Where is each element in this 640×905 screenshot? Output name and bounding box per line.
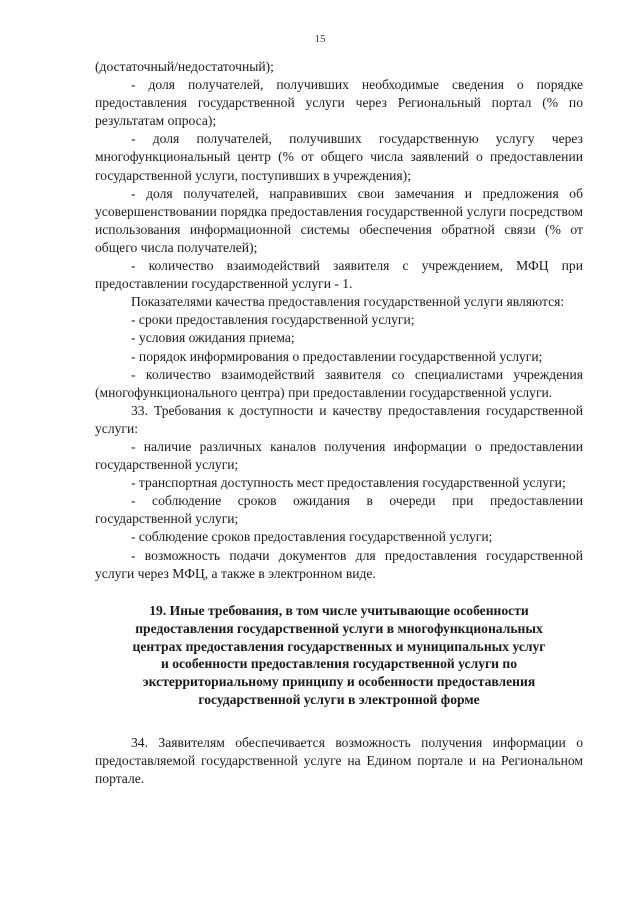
paragraph: - сроки предоставления государственной услуги; [131, 312, 415, 328]
paragraph: - количество взаимодействий заявителя со специалистами учреждения (многофункционального центра) при предоставлении государственной услуги. [95, 366, 583, 400]
section-heading-line: экстерриториальному принципу и особенности предоставления [142, 674, 536, 690]
paragraph: - соблюдение сроков предоставления государственной услуги; [131, 529, 493, 545]
paragraph: - транспортная доступность мест предоставления государственной услуги; [131, 475, 566, 491]
section-heading-line: предоставления государственной услуги в многофункциональных [135, 620, 543, 636]
section-heading-line: и особенности предоставления государственной услуги по [160, 656, 518, 672]
page-number: 15 [314, 33, 326, 45]
document-body [95, 58, 583, 788]
paragraph: 34. Заявителям обеспечивается возможность получения информации о предоставляемой государственной услуге на Едином портале и на Региональном портале. [95, 735, 583, 787]
paragraph: - наличие различных каналов получения информации о предоставлении государственной услуги; [95, 438, 583, 473]
paragraph: - условия ожидания приема; [131, 330, 295, 346]
paragraph: Показателями качества предоставления государственной услуги являются: [131, 294, 565, 310]
section-heading-line: государственной услуги в электронной форме [198, 692, 480, 708]
paragraph: 33. Требования к доступности и качеству предоставления государственной услуги: [95, 402, 583, 436]
paragraph: - количество взаимодействий заявителя с учреждением, МФЦ при предоставлении государственной услуги - 1. [95, 258, 583, 292]
paragraph: - возможность подачи документов для предоставления государственной услуги через МФЦ, а также в электронном виде. [95, 547, 583, 581]
paragraph: - доля получателей, направивших свои замечания и предложения об усовершенствовании порядка предоставления государственной услуги посредством использования информационной системы обеспечения обратной связи (% от общего числа получателей); [95, 185, 583, 255]
paragraph: - доля получателей, получивших государственную услугу через многофункциональный центр (% от общего числа заявлений о предоставлении государственной услуги, поступивших в учреждения); [95, 131, 583, 183]
section-heading-line: 19. Иные требования, в том числе учитывающие особенности [149, 602, 529, 618]
paragraph: - порядок информирования о предоставлении государственной услуги; [131, 348, 543, 364]
paragraph: - соблюдение сроков ожидания в очереди при предоставлении государственной услуги; [95, 493, 583, 527]
section-heading-line: центрах предоставления государственных и муниципальных услуг [132, 638, 546, 654]
paragraph: (достаточный/недостаточный); [95, 59, 274, 74]
paragraph: - доля получателей, получивших необходимые сведения о порядке предоставления государственной услуги через Региональный портал (% по результатам опроса); [95, 77, 583, 129]
section-heading [95, 602, 583, 709]
